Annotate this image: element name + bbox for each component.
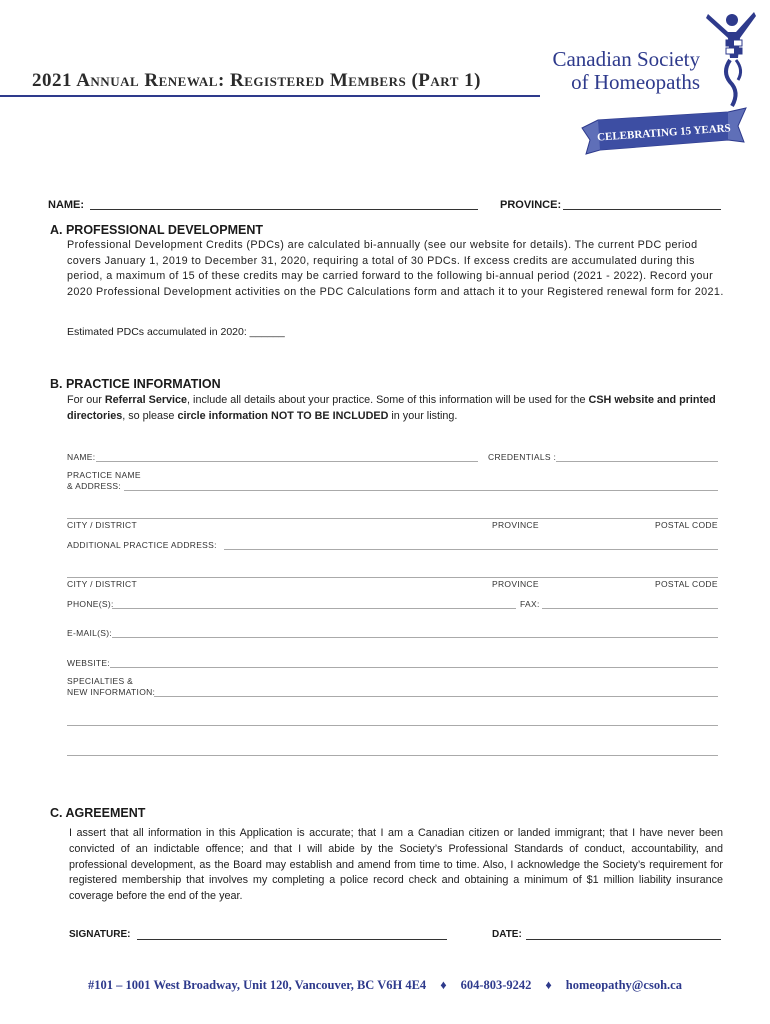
intro-text-2: , include all details about your practice. Some of this information will be used for the <box>187 394 589 406</box>
postal-code-label-2: POSTAL CODE <box>655 579 718 589</box>
email-field[interactable] <box>112 637 718 638</box>
footer-phone: 604-803-9242 <box>460 978 532 992</box>
dancer-logo-icon <box>700 10 760 110</box>
date-label: DATE: <box>492 929 522 940</box>
specialties-label: SPECIALTIES & <box>67 676 134 686</box>
additional-address-field[interactable] <box>224 549 718 550</box>
diamond-separator-icon: ♦ <box>545 978 552 992</box>
name-field[interactable] <box>90 209 478 210</box>
practice-name-label: NAME: <box>67 452 96 462</box>
anniversary-banner-icon <box>578 106 750 156</box>
section-b-heading: B. PRACTICE INFORMATION <box>50 377 221 391</box>
signature-field[interactable] <box>137 939 447 940</box>
specialties-field-2[interactable] <box>67 725 718 726</box>
signature-label: SIGNATURE: <box>69 929 131 940</box>
specialties-field[interactable] <box>154 696 718 697</box>
phone-label: PHONE(S): <box>67 599 114 609</box>
postal-code-label: POSTAL CODE <box>655 520 718 530</box>
date-field[interactable] <box>526 939 721 940</box>
section-c-heading: C. AGREEMENT <box>50 806 146 820</box>
province-label-2: PROVINCE <box>492 579 539 589</box>
intro-text-3: , so please <box>122 409 178 422</box>
additional-address-label: ADDITIONAL PRACTICE ADDRESS: <box>67 540 217 550</box>
additional-address-field-2[interactable] <box>67 577 718 578</box>
section-b-intro <box>67 393 727 424</box>
website-label: WEBSITE: <box>67 658 111 668</box>
province-field[interactable] <box>563 209 721 210</box>
email-label: E-MAIL(S): <box>67 628 113 638</box>
form-title: 2021 Annual Renewal: Registered Members (Part 1) <box>32 70 481 91</box>
intro-text-4: in your listing. <box>388 409 458 422</box>
estimated-pdcs-label: Estimated PDCs accumulated in 2020: ______ <box>67 326 285 338</box>
address-label: & ADDRESS: <box>67 481 122 491</box>
fax-field[interactable] <box>542 608 718 609</box>
new-information-label: NEW INFORMATION: <box>67 687 156 697</box>
footer-address: #101 – 1001 West Broadway, Unit 120, Vancouver, BC V6H 4E4 <box>88 978 427 992</box>
intro-bold-3: circle information NOT TO BE INCLUDED <box>177 409 389 422</box>
footer-contact <box>0 978 770 993</box>
name-label: NAME: <box>48 199 85 211</box>
diamond-separator-icon: ♦ <box>440 978 447 992</box>
practice-address-field[interactable] <box>124 490 718 491</box>
specialties-field-3[interactable] <box>67 755 718 756</box>
footer-email[interactable]: homeopathy@csoh.ca <box>565 978 682 992</box>
practice-address-field-2[interactable] <box>67 518 718 519</box>
csh-logo-text <box>540 48 700 94</box>
section-a-heading: A. PROFESSIONAL DEVELOPMENT <box>50 223 263 237</box>
title-rule <box>0 95 540 97</box>
phone-field[interactable] <box>112 608 516 609</box>
section-c-paragraph: I assert that all information in this Application is accurate; that I am a Canadian citizen or landed immigrant; that I have never been convicted of an indictable offence; and that I will abide by the Society’s Professional Standards of conduct, accountability, and professional development, as the Board may establish and amend from time to time. Also, I acknowledge the Society’s requirement for registered membership that involves my completing a police record check and obtaining a minimum of $1 million liability insurance coverage before the end of the year. <box>69 827 723 903</box>
city-label: CITY / DISTRICT <box>67 520 137 530</box>
province-label-b: PROVINCE <box>492 520 539 530</box>
practice-name-address-label: PRACTICE NAME <box>67 470 141 480</box>
city-label-2: CITY / DISTRICT <box>67 579 137 589</box>
fax-label: FAX: <box>520 599 540 609</box>
logo-line-1: Canadian Society <box>552 47 700 71</box>
intro-text-1: For our <box>67 394 105 406</box>
intro-bold-2: CSH website and printed directories <box>67 394 716 422</box>
credentials-label: CREDENTIALS : <box>488 452 557 462</box>
banner-text: CELEBRATING 15 YEARS <box>596 122 732 144</box>
province-label: PROVINCE: <box>500 199 562 211</box>
intro-bold-1: Referral Service <box>104 394 188 406</box>
practice-owner-name-field[interactable] <box>96 461 478 462</box>
section-a-paragraph: Professional Development Credits (PDCs) are calculated bi-annually (see our website for details). The current PDC period covers January 1, 2019 to December 31, 2020, requiring a total of 30 PDCs. If excess credits are accumulated during this period, a maximum of 15 of these credits may be carried forward to the following bi-annual period (2021 - 2022). Record your 2020 Professional Development activities on the PDC Calculations form and attach it to your Registered renewal form for 2021. <box>67 239 724 298</box>
website-field[interactable] <box>110 667 718 668</box>
credentials-field[interactable] <box>556 461 718 462</box>
logo-line-2: of Homeopaths <box>571 70 700 94</box>
